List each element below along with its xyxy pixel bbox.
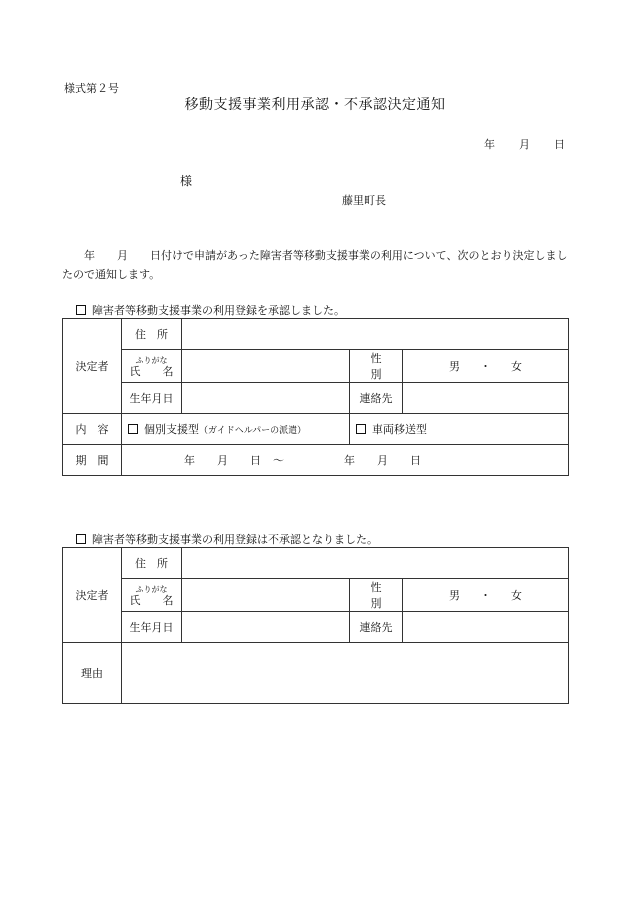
address-label: 住 所 [122, 548, 182, 579]
birthdate-field[interactable] [182, 612, 350, 643]
sex-options[interactable] [403, 350, 569, 383]
document-title: 移動支援事業利用承認・不承認決定通知 [184, 97, 446, 113]
female-option[interactable]: 女 [511, 589, 522, 602]
form-number: 様式第２号 [64, 82, 119, 95]
name-label-cell [122, 579, 182, 612]
content-option-vehicle[interactable] [350, 414, 569, 445]
male-option[interactable]: 男 [449, 360, 460, 373]
vehicle-option-label: 車両移送型 [372, 423, 427, 436]
address-field[interactable] [182, 548, 569, 579]
period-label: 期 間 [63, 445, 122, 476]
period-separator: ～ [273, 454, 284, 467]
decided-person-label: 決定者 [63, 548, 122, 643]
issuer-name: 藤里町長 [342, 194, 386, 207]
vehicle-checkbox[interactable] [356, 424, 366, 434]
name-field[interactable] [182, 579, 350, 612]
individual-checkbox[interactable] [128, 424, 138, 434]
period-end-month: 月 [377, 454, 388, 467]
sex-options[interactable] [403, 579, 569, 612]
rejection-heading-text: 障害者等移動支援事業の利用登録は不承認となりました。 [92, 533, 378, 546]
decided-person-label: 決定者 [63, 319, 122, 414]
rejection-checkbox[interactable] [76, 534, 86, 544]
name-label: 氏 名 [129, 594, 174, 607]
female-option[interactable]: 女 [511, 360, 522, 373]
notice-body-text [62, 246, 572, 284]
furigana-label: ふりがな [135, 356, 168, 365]
addressee-suffix: 様 [180, 174, 193, 188]
content-option-individual[interactable] [122, 414, 350, 445]
option-separator: ・ [480, 360, 491, 373]
sex-label: 性 別 [350, 579, 403, 612]
period-start-day: 日 [250, 454, 261, 467]
address-label: 住 所 [122, 319, 182, 350]
contact-field[interactable] [403, 612, 569, 643]
approval-heading [76, 302, 345, 318]
individual-option-label: 個別支援型 [144, 423, 199, 436]
period-field[interactable] [122, 445, 569, 476]
approval-table [62, 318, 569, 476]
name-label-cell [122, 350, 182, 383]
date-year-label: 年 [484, 138, 495, 151]
period-start-month: 月 [217, 454, 228, 467]
rejection-table [62, 547, 569, 704]
sex-label: 性 別 [350, 350, 403, 383]
contact-label: 連絡先 [350, 383, 403, 414]
date-day-label: 日 [554, 138, 565, 151]
reason-field[interactable] [122, 643, 569, 704]
contact-label: 連絡先 [350, 612, 403, 643]
option-separator: ・ [480, 589, 491, 602]
birthdate-label: 生年月日 [122, 612, 182, 643]
name-label: 氏 名 [129, 365, 174, 378]
name-field[interactable] [182, 350, 350, 383]
notice-body-sentence: 年 月 日付けで申請があった障害者等移動支援事業の利用について、次のとおり決定しましたので通知します。 [62, 249, 568, 281]
birthdate-field[interactable] [182, 383, 350, 414]
male-option[interactable]: 男 [449, 589, 460, 602]
period-start-year: 年 [184, 454, 195, 467]
rejection-heading [76, 531, 378, 547]
contact-field[interactable] [403, 383, 569, 414]
period-end-year: 年 [344, 454, 355, 467]
address-field[interactable] [182, 319, 569, 350]
individual-option-note: （ガイドヘルパーの派遣） [199, 426, 307, 436]
period-end-day: 日 [410, 454, 421, 467]
approval-checkbox[interactable] [76, 305, 86, 315]
reason-label: 理由 [63, 643, 122, 704]
furigana-label: ふりがな [135, 585, 168, 594]
content-label: 内 容 [63, 414, 122, 445]
date-month-label: 月 [519, 138, 530, 151]
birthdate-label: 生年月日 [122, 383, 182, 414]
approval-heading-text: 障害者等移動支援事業の利用登録を承認しました。 [92, 304, 345, 317]
